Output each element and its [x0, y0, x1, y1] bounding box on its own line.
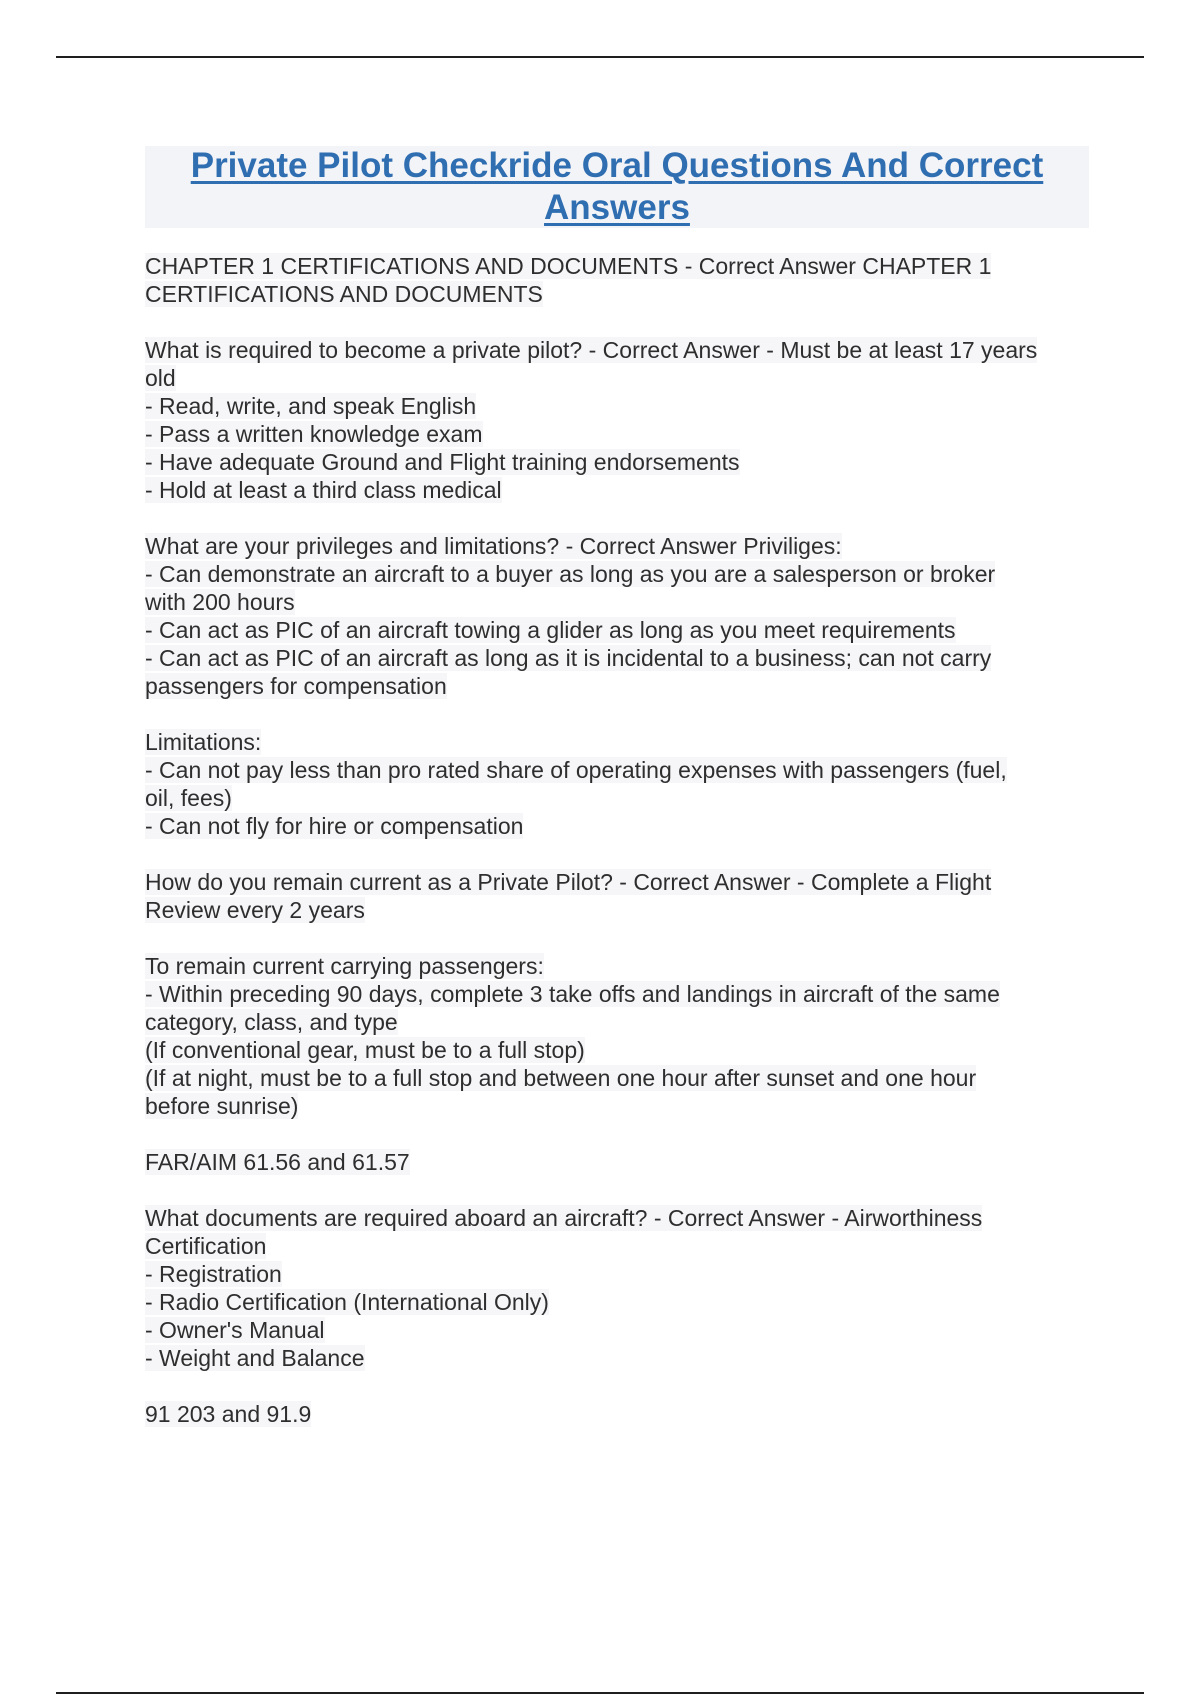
line-text: - Can demonstrate an aircraft to a buyer as long as you are a salesperson or broker [145, 561, 996, 587]
line-text: old [145, 365, 176, 391]
text-line [145, 616, 1089, 644]
text-line [145, 588, 1089, 616]
document-title [145, 146, 1089, 228]
text-line [145, 1064, 1089, 1092]
line-text: Certification [145, 1233, 267, 1259]
text-line [145, 1400, 1089, 1428]
line-text: before sunrise) [145, 1093, 299, 1119]
text-line [145, 336, 1089, 364]
text-line [145, 812, 1089, 840]
bottom-rule [56, 1692, 1144, 1694]
line-text: category, class, and type [145, 1009, 398, 1035]
text-line [145, 644, 1089, 672]
line-text: - Can not pay less than pro rated share of operating expenses with passengers (fuel, [145, 757, 1007, 783]
text-line [145, 784, 1089, 812]
line-text: with 200 hours [145, 589, 295, 615]
text-line [145, 1092, 1089, 1120]
title-line-1: Private Pilot Checkride Oral Questions And Correct [190, 146, 1044, 185]
text-line [145, 1148, 1089, 1176]
line-text: 91 203 and 91.9 [145, 1401, 312, 1427]
line-text: (If conventional gear, must be to a full stop) [145, 1037, 585, 1063]
line-text: What are your privileges and limitations? - Correct Answer Priviliges: [145, 533, 842, 559]
line-text: What is required to become a private pilot? - Correct Answer - Must be at least 17 years [145, 337, 1038, 363]
qa-block [145, 868, 1089, 924]
line-text: - Pass a written knowledge exam [145, 421, 483, 447]
text-line [145, 532, 1089, 560]
line-text: What documents are required aboard an aircraft? - Correct Answer - Airworthiness [145, 1205, 983, 1231]
text-line [145, 728, 1089, 756]
line-text: passengers for compensation [145, 673, 447, 699]
text-line [145, 672, 1089, 700]
line-text: To remain current carrying passengers: [145, 953, 544, 979]
text-line [145, 1316, 1089, 1344]
line-text: How do you remain current as a Private Pilot? - Correct Answer - Complete a Flight [145, 869, 992, 895]
text-line [145, 448, 1089, 476]
text-line [145, 896, 1089, 924]
qa-block [145, 336, 1089, 504]
text-line [145, 252, 1089, 280]
line-text: Review every 2 years [145, 897, 365, 923]
line-text: - Have adequate Ground and Flight training endorsements [145, 449, 740, 475]
text-line [145, 868, 1089, 896]
document-body [145, 146, 1089, 1456]
text-line [145, 952, 1089, 980]
text-line [145, 420, 1089, 448]
text-line [145, 1008, 1089, 1036]
text-line [145, 756, 1089, 784]
qa-block [145, 1204, 1089, 1372]
qa-block [145, 1400, 1089, 1428]
text-line [145, 1036, 1089, 1064]
line-text: - Owner's Manual [145, 1317, 325, 1343]
text-line [145, 476, 1089, 504]
text-line [145, 1288, 1089, 1316]
text-line [145, 1344, 1089, 1372]
line-text: - Weight and Balance [145, 1345, 365, 1371]
text-line [145, 364, 1089, 392]
qa-block [145, 252, 1089, 308]
text-line [145, 1260, 1089, 1288]
line-text: - Within preceding 90 days, complete 3 take offs and landings in aircraft of the same [145, 981, 1000, 1007]
line-text: Limitations: [145, 729, 262, 755]
line-text: - Read, write, and speak English [145, 393, 477, 419]
line-text: - Can not fly for hire or compensation [145, 813, 524, 839]
qa-block [145, 1148, 1089, 1176]
qa-block [145, 728, 1089, 840]
line-text: - Hold at least a third class medical [145, 477, 502, 503]
line-text: - Radio Certification (International Only) [145, 1289, 549, 1315]
line-text: - Registration [145, 1261, 282, 1287]
line-text: - Can act as PIC of an aircraft towing a glider as long as you meet requirements [145, 617, 956, 643]
text-line [145, 280, 1089, 308]
line-text: CERTIFICATIONS AND DOCUMENTS [145, 281, 543, 307]
qa-block [145, 952, 1089, 1120]
qa-block [145, 532, 1089, 700]
line-text: CHAPTER 1 CERTIFICATIONS AND DOCUMENTS - Correct Answer CHAPTER 1 [145, 253, 992, 279]
title-link[interactable] [191, 145, 1044, 229]
line-text: - Can act as PIC of an aircraft as long as it is incidental to a business; can not carry [145, 645, 992, 671]
qa-list [145, 252, 1089, 1428]
text-line [145, 980, 1089, 1008]
text-line [145, 1232, 1089, 1260]
line-text: FAR/AIM 61.56 and 61.57 [145, 1149, 410, 1175]
text-line [145, 560, 1089, 588]
text-line [145, 392, 1089, 420]
line-text: (If at night, must be to a full stop and between one hour after sunset and one hour [145, 1065, 977, 1091]
text-line [145, 1204, 1089, 1232]
line-text: oil, fees) [145, 785, 232, 811]
title-line-2: Answers [544, 188, 690, 227]
top-rule [56, 56, 1144, 58]
